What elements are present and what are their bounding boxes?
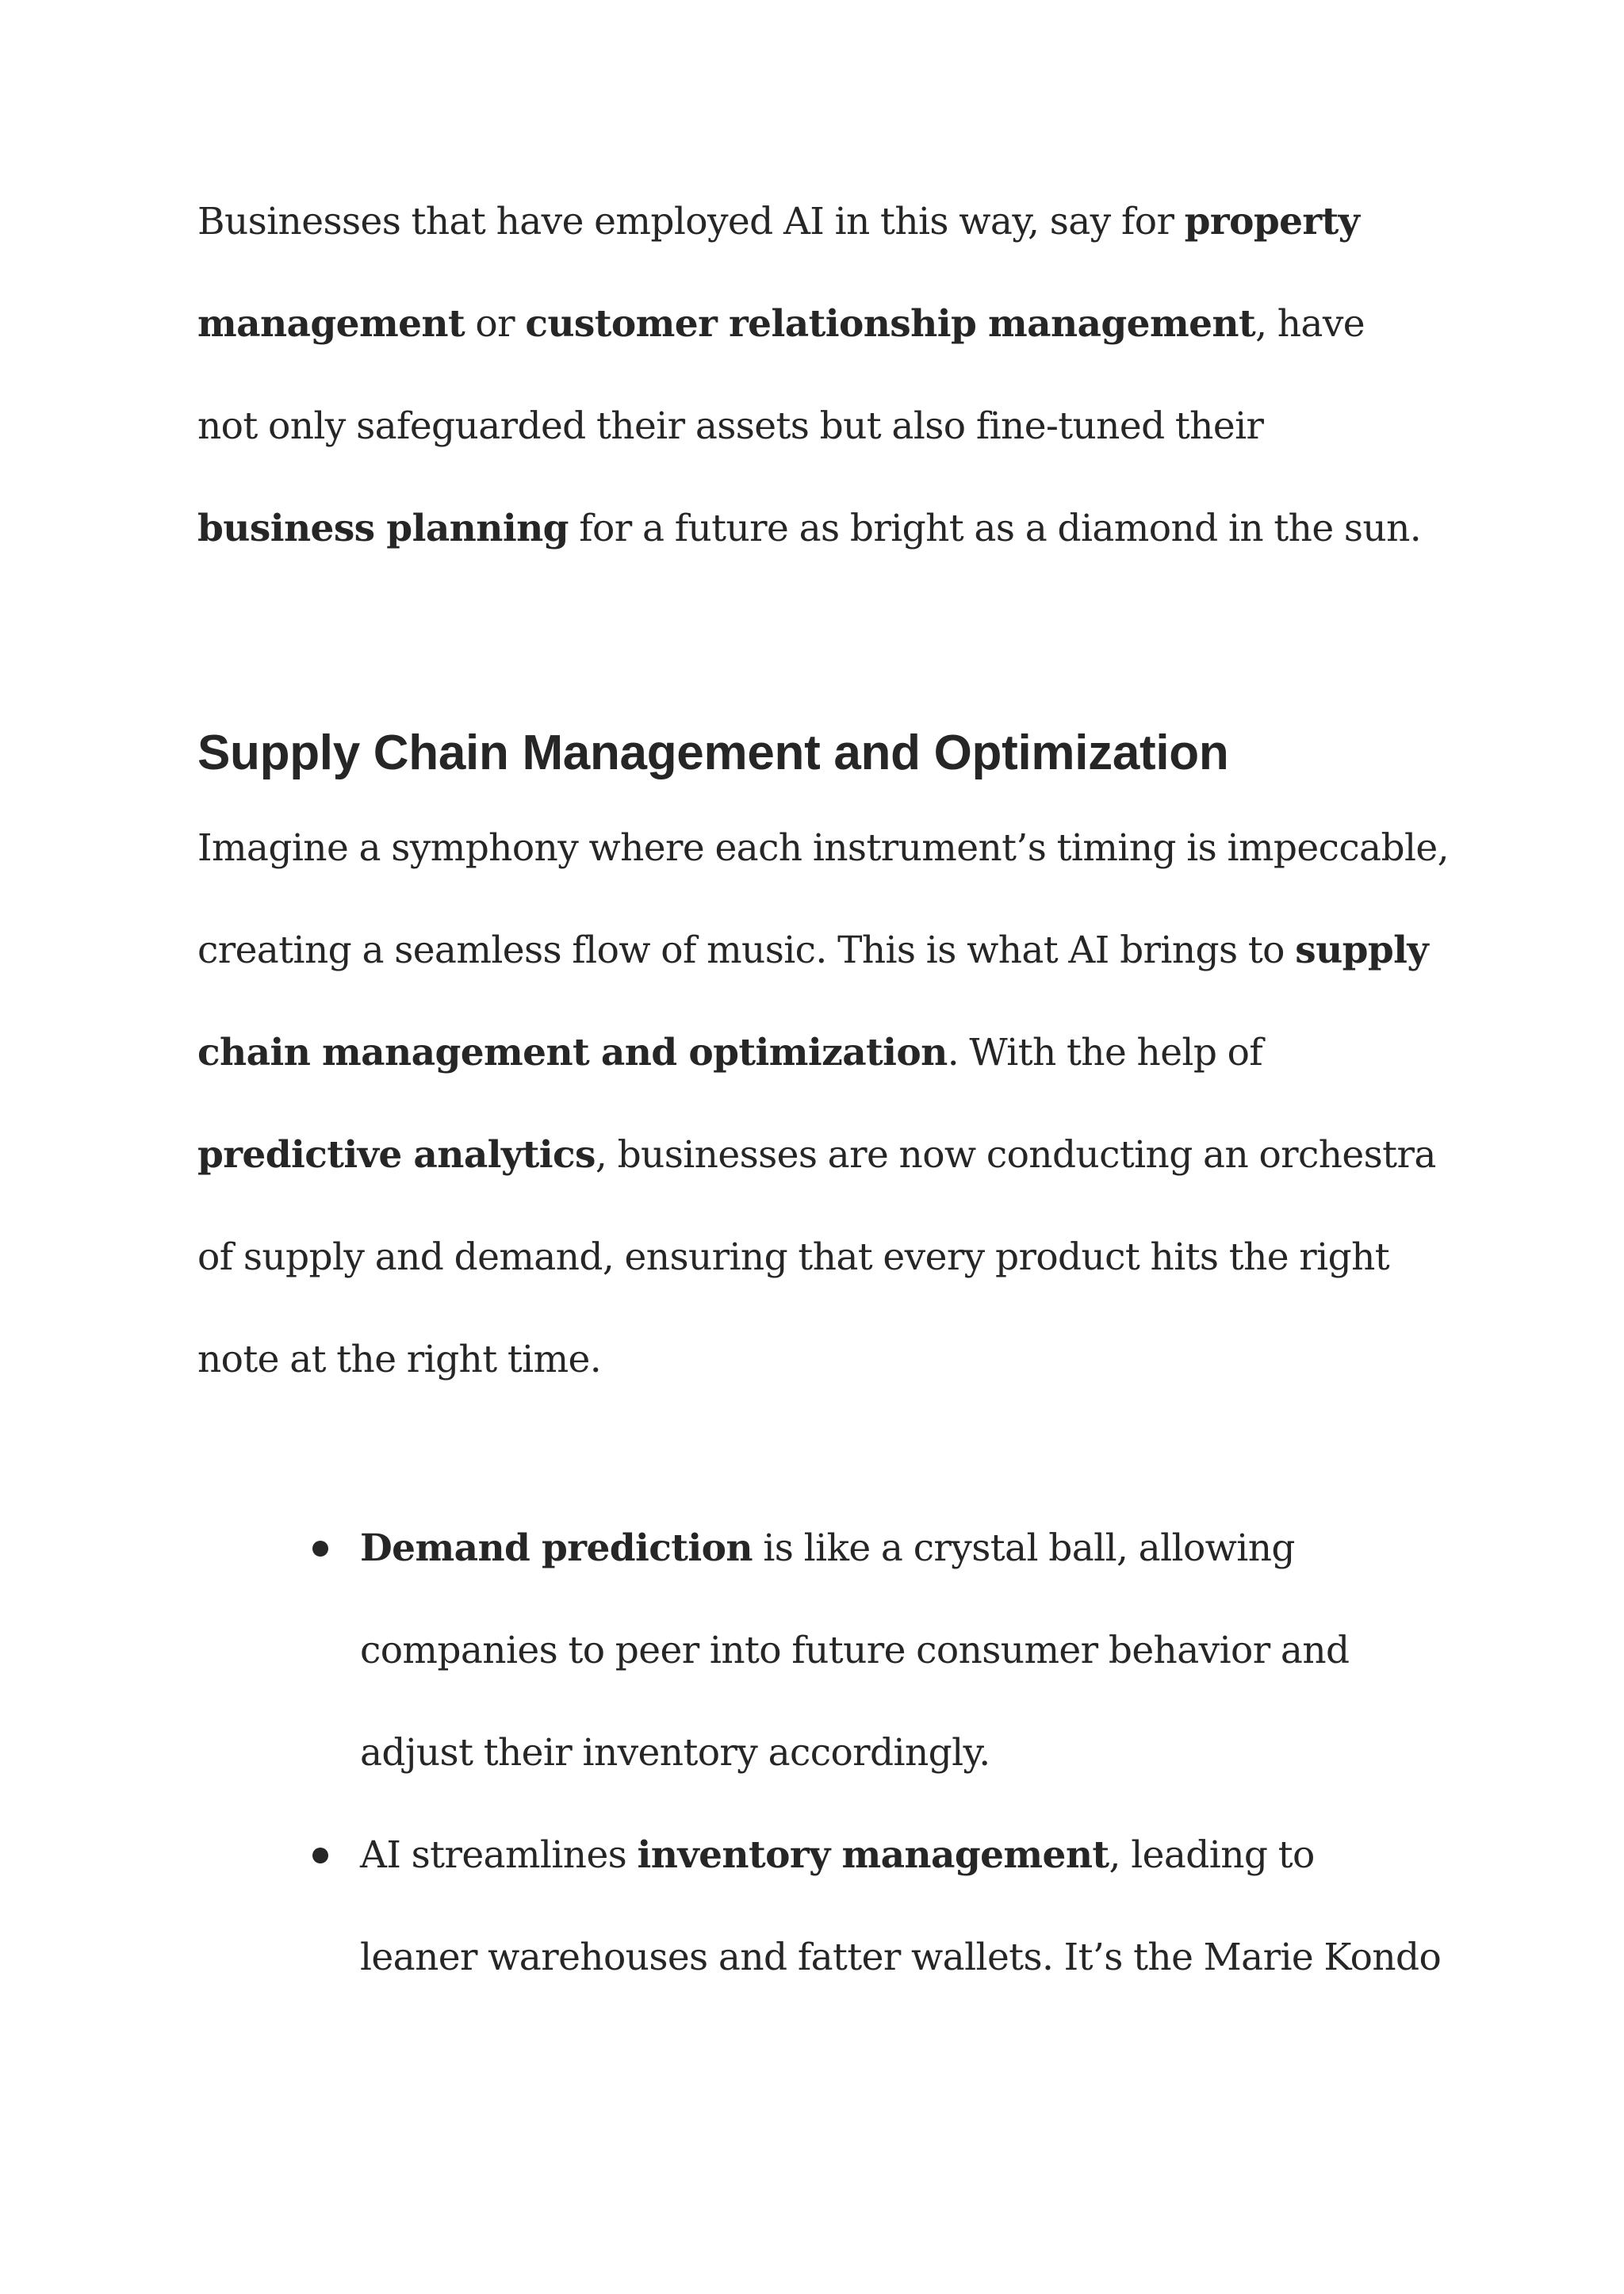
text-line bbox=[197, 1104, 1466, 1206]
list-item bbox=[360, 1497, 1510, 1804]
text-line: of supply and demand, ensuring that every product hits the right bbox=[197, 1235, 1390, 1279]
text-line bbox=[197, 1001, 1466, 1104]
text-run: , businesses are now conducting an orchestra bbox=[595, 1133, 1436, 1177]
text-run: for a future as bright as a diamond in the sun. bbox=[568, 507, 1422, 550]
bullet-dot-icon bbox=[312, 1541, 328, 1557]
text-line bbox=[360, 1804, 1510, 1906]
text-line bbox=[197, 899, 1466, 1001]
bold-term: management bbox=[197, 302, 465, 346]
bold-term: predictive analytics bbox=[197, 1133, 596, 1177]
text-line: Imagine a symphony where each instrument’s timing is impeccable, bbox=[197, 826, 1449, 870]
bold-term: inventory management bbox=[637, 1833, 1109, 1877]
bold-term: customer relationship management bbox=[525, 302, 1256, 346]
section-heading: Supply Chain Management and Optimization bbox=[197, 726, 1229, 780]
text-run: creating a seamless flow of music. This is what AI brings to bbox=[197, 929, 1296, 972]
text-line: leaner warehouses and fatter wallets. It’s the Marie Kondo bbox=[360, 1936, 1442, 1979]
list-item bbox=[360, 1804, 1510, 2009]
bold-term: property bbox=[1184, 200, 1360, 243]
text-run: or bbox=[465, 302, 526, 346]
paragraph-supply-chain bbox=[197, 797, 1466, 1411]
bold-term: chain management and optimization bbox=[197, 1031, 948, 1074]
text-line bbox=[197, 477, 1466, 580]
text-line: note at the right time. bbox=[197, 1338, 602, 1381]
text-line bbox=[197, 170, 1466, 273]
bullet-dot-icon bbox=[312, 1848, 328, 1863]
text-line bbox=[197, 273, 1466, 375]
text-run: Businesses that have employed AI in this way, say for bbox=[197, 200, 1185, 243]
text-run: , have bbox=[1255, 302, 1365, 346]
bold-term: supply bbox=[1295, 929, 1429, 972]
text-line bbox=[360, 1497, 1510, 1599]
text-run: . With the help of bbox=[947, 1031, 1263, 1074]
text-line: companies to peer into future consumer behavior and bbox=[360, 1629, 1350, 1672]
text-run: is like a crystal ball, allowing bbox=[753, 1526, 1295, 1570]
text-run: AI streamlines bbox=[360, 1833, 638, 1877]
text-run: , leading to bbox=[1109, 1833, 1315, 1877]
bold-term: business planning bbox=[197, 507, 569, 550]
text-line: adjust their inventory accordingly. bbox=[360, 1731, 990, 1775]
paragraph-ai-assets bbox=[197, 170, 1466, 580]
bold-term: Demand prediction bbox=[360, 1526, 753, 1570]
text-line: not only safeguarded their assets but also fine-tuned their bbox=[197, 404, 1264, 448]
